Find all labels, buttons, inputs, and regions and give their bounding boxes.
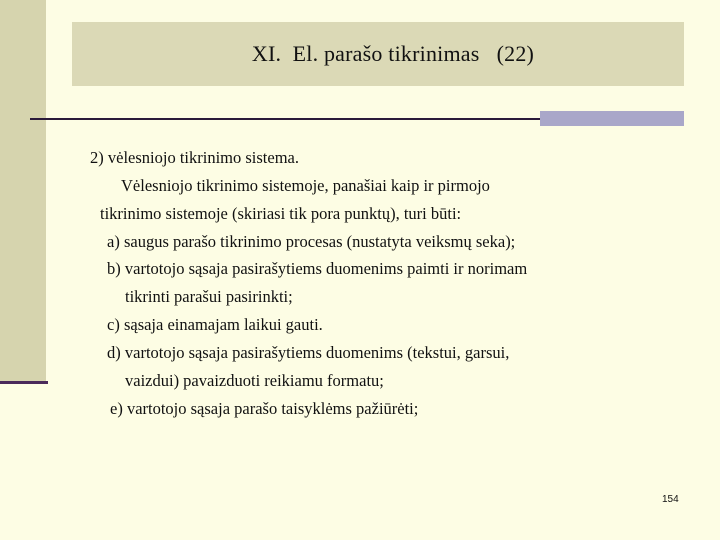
page-number: 154 xyxy=(662,494,679,505)
body-line: 2) vėlesniojo tikrinimo sistema. xyxy=(90,148,299,167)
body-line: vaizdui) pavaizduoti reikiamu formatu; xyxy=(125,371,384,390)
title-box xyxy=(72,22,684,86)
title-rule-accent xyxy=(540,111,684,126)
body-line: Vėlesniojo tikrinimo sistemoje, panašiai kaip ir pirmojo xyxy=(121,176,490,195)
slide-title: XI. El. parašo tikrinimas (22) xyxy=(251,41,535,66)
body-line: tikrinti parašui pasirinkti; xyxy=(125,287,293,306)
left-decor-bar xyxy=(0,0,46,383)
title-rule xyxy=(30,118,540,120)
body-line: tikrinimo sistemoje (skiriasi tik pora punktų), turi būti: xyxy=(100,204,462,223)
left-decor-line xyxy=(0,381,48,384)
body-line: c) sąsaja einamajam laikui gauti. xyxy=(107,315,323,334)
body-line: a) saugus parašo tikrinimo procesas (nustatyta veiksmų seka); xyxy=(107,232,516,251)
body-line: e) vartotojo sąsaja parašo taisyklėms pažiūrėti; xyxy=(110,399,419,418)
body-line: d) vartotojo sąsaja pasirašytiems duomenims (tekstui, garsui, xyxy=(107,343,510,362)
body-line: b) vartotojo sąsaja pasirašytiems duomenims paimti ir norimam xyxy=(107,259,528,278)
